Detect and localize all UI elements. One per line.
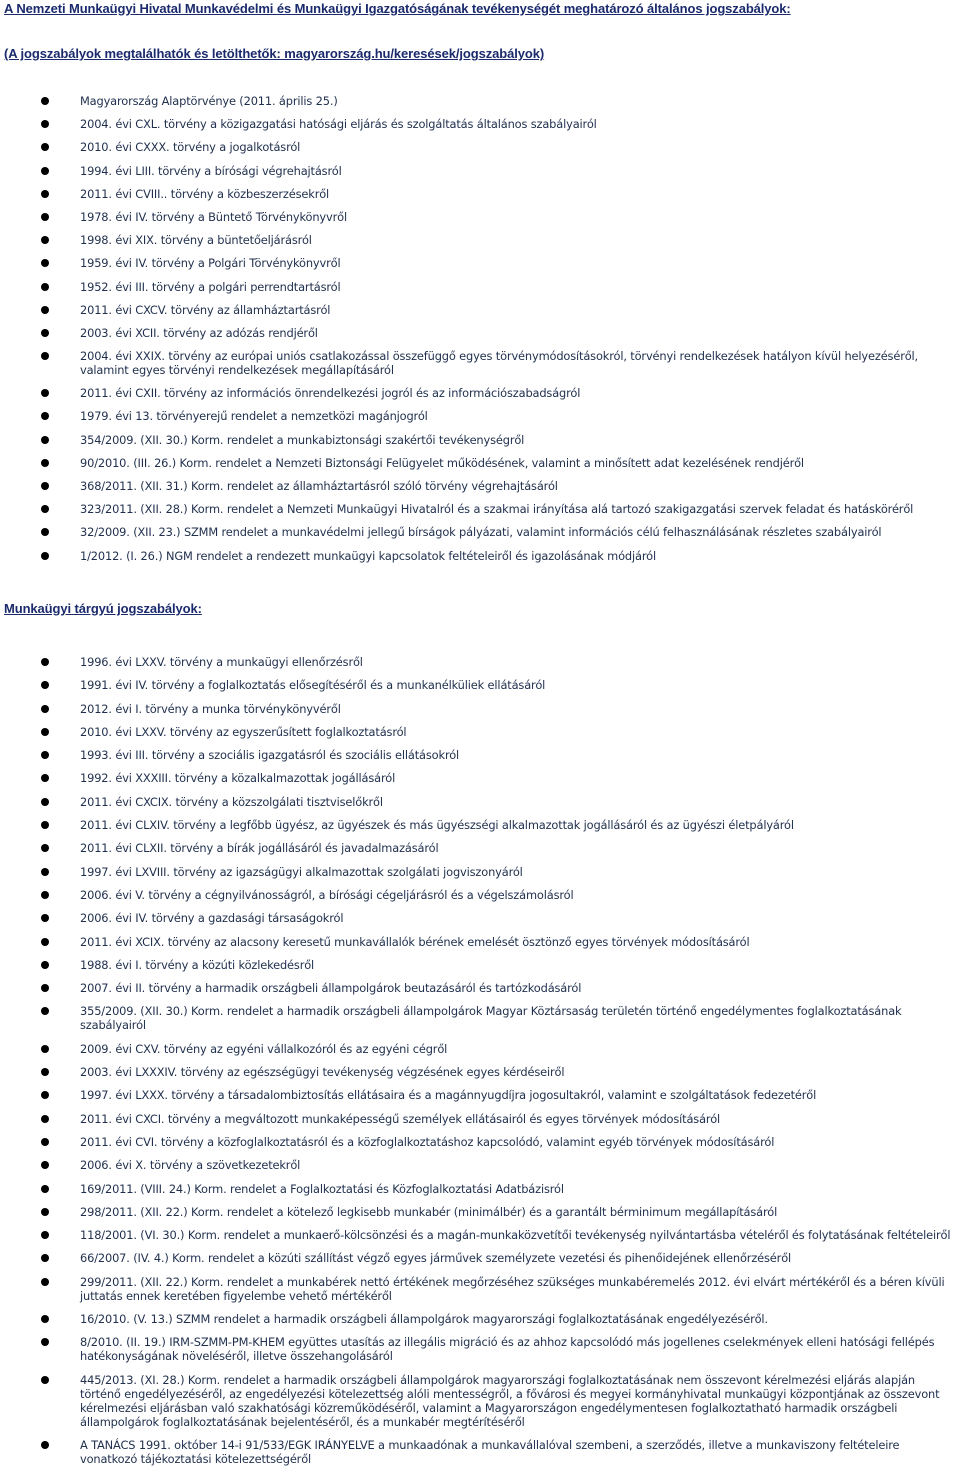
law-list-item [0, 233, 960, 247]
law-title: 1997. évi LXVIII. törvény az igazságügyi alkalmazottak szolgálati jogviszonyáról [80, 864, 523, 879]
law-title: 1998. évi XIX. törvény a büntetőeljárásról [80, 233, 312, 248]
law-list-item [0, 702, 960, 716]
bullet-icon [41, 1376, 49, 1384]
law-list-item [0, 433, 960, 447]
bullet-icon [41, 868, 49, 876]
bullet-icon [41, 306, 49, 314]
bullet-icon [41, 552, 49, 560]
law-title: 2012. évi I. törvény a munka törvénykönyvéről [80, 701, 341, 716]
law-list-item [0, 655, 960, 669]
law-list-item [0, 1312, 960, 1326]
law-list-item [0, 303, 960, 317]
bullet-icon [41, 259, 49, 267]
law-title: 2011. évi CLXIV. törvény a legfőbb ügyész, az ügyészek és más ügyészségi alkalmazottak jogállásáról és az ügyészi életpályáról [80, 818, 794, 833]
law-title: 1952. évi III. törvény a polgári perrendtartásról [80, 279, 341, 294]
law-list-item [0, 958, 960, 972]
bullet-icon [41, 236, 49, 244]
bullet-icon [41, 352, 49, 360]
law-list-item [0, 502, 960, 516]
law-title: 2004. évi XXIX. törvény az európai uniós csatlakozással összefüggő egyes törvénymódosításokról, törvényi rendelkezések hatályon kívül helyezéséről, valamint egyes törvényi rendelkezések megállapításáról [80, 349, 919, 378]
law-title: 90/2010. (III. 26.) Korm. rendelet a Nemzeti Biztonsági Felügyelet működésének, valamint a minősített adat kezelésének rendjéről [80, 455, 804, 470]
law-list-item [0, 140, 960, 154]
bullet-icon [41, 505, 49, 513]
law-title: 1978. évi IV. törvény a Büntető Törvénykönyvről [80, 209, 347, 224]
law-list-item [0, 841, 960, 855]
law-title: 2011. évi CLXII. törvény a bírák jogállásáról és javadalmazásáról [80, 841, 439, 856]
law-title: 368/2011. (XII. 31.) Korm. rendelet az államháztartásról szóló törvény végrehajtásáról [80, 479, 558, 493]
law-title: 1979. évi 13. törvényerejű rendelet a nemzetközi magánjogról [80, 409, 428, 424]
law-title: Magyarország Alaptörvénye (2011. április 25.) [80, 94, 338, 108]
bullet-icon [41, 482, 49, 490]
law-title: 1997. évi LXXX. törvény a társadalombiztosítás ellátásaira és a magánnyugdíjra jogosultakról, valamint e szolgáltatások fedezetéről [80, 1088, 817, 1103]
law-list-item [0, 549, 960, 563]
bullet-icon [41, 751, 49, 759]
bullet-icon [41, 681, 49, 689]
bullet-icon [41, 705, 49, 713]
law-list-item [0, 210, 960, 224]
law-list-item [0, 1228, 960, 1242]
law-title: 2011. évi CXCV. törvény az államháztartásról [80, 302, 331, 317]
bullet-icon [41, 436, 49, 444]
bullet-icon [41, 891, 49, 899]
bullet-icon [41, 844, 49, 852]
law-title: 355/2009. (XII. 30.) Korm. rendelet a harmadik országbeli állampolgárok Magyar Köztársaság területén történő engedélymentes foglalkoztatásának szabályairól [80, 1004, 902, 1033]
bullet-icon [41, 1091, 49, 1099]
law-list-item [0, 1065, 960, 1079]
law-list-item [0, 865, 960, 879]
bullet-icon [41, 213, 49, 221]
section-subtitle-source[interactable]: (A jogszabályok megtalálhatók és letölthetők: magyarország.hu/keresések/jogszabályok) [4, 46, 545, 61]
law-title: 8/2010. (II. 19.) IRM-SZMM-PM-KHEM együttes utasítás az illegális migráció és az ahhoz kapcsolódó más jogellenes cselekmények elleni hatósági fellépés hatékonyságának növeléséről, illetve összehangolásáról [80, 1335, 935, 1364]
law-list-item [0, 1275, 960, 1303]
law-title: A TANÁCS 1991. október 14-i 91/533/EGK IRÁNYELVE a munkaadónak a munkavállalóval szembeni, a szerződés, illetve a munkaviszony feltételeire vonatkozó tájékoztatási kötelezettségéről [80, 1437, 900, 1466]
law-list-item [0, 456, 960, 470]
bullet-icon [41, 120, 49, 128]
bullet-icon [41, 914, 49, 922]
bullet-icon [41, 412, 49, 420]
law-list-item [0, 386, 960, 400]
law-title: 2006. évi V. törvény a cégnyilvánosságról, a bírósági cégeljárásról és a végelszámolásról [80, 887, 574, 902]
law-title: 169/2011. (VIII. 24.) Korm. rendelet a Foglalkoztatási és Közfoglalkoztatási Adatbázisról [80, 1181, 564, 1196]
law-list-item [0, 818, 960, 832]
law-list-item [0, 409, 960, 423]
law-title: 1992. évi XXXIII. törvény a közalkalmazottak jogállásáról [80, 771, 396, 786]
bullet-icon [41, 459, 49, 467]
law-list-item [0, 1004, 960, 1032]
law-title: 2010. évi CXXX. törvény a jogalkotásról [80, 140, 301, 155]
bullet-icon [41, 143, 49, 151]
law-title: 1996. évi LXXV. törvény a munkaügyi ellenőrzésről [80, 655, 363, 669]
bullet-icon [41, 1254, 49, 1262]
bullet-icon [41, 1138, 49, 1146]
bullet-icon [41, 728, 49, 736]
law-title: 298/2011. (XII. 22.) Korm. rendelet a kötelező legkisebb munkabér (minimálbér) és a garantált bérminimum megállapításáról [80, 1204, 778, 1219]
bullet-icon [41, 528, 49, 536]
law-title: 1/2012. (I. 26.) NGM rendelet a rendezett munkaügyi kapcsolatok feltételeiről és igazolásának módjáról [80, 548, 656, 563]
law-title: 1991. évi IV. törvény a foglalkoztatás elősegítéséről és a munkanélküliek ellátásáról [80, 678, 546, 693]
law-title: 2003. évi XCII. törvény az adózás rendjéről [80, 325, 318, 340]
section-title-labour[interactable]: Munkaügyi tárgyú jogszabályok: [4, 601, 202, 616]
bullet-icon [41, 1338, 49, 1346]
law-list-item [0, 187, 960, 201]
law-list-item [0, 1251, 960, 1265]
bullet-icon [41, 938, 49, 946]
law-list-item [0, 1205, 960, 1219]
labour-laws-list [0, 655, 960, 1475]
law-list-item [0, 935, 960, 949]
law-title: 2007. évi II. törvény a harmadik országbeli állampolgárok beutazásáról és tartózkodásáról [80, 981, 582, 996]
bullet-icon [41, 1278, 49, 1286]
law-list-item [0, 1182, 960, 1196]
bullet-icon [41, 774, 49, 782]
bullet-icon [41, 798, 49, 806]
bullet-icon [41, 1115, 49, 1123]
law-list-item [0, 525, 960, 539]
law-list-item [0, 888, 960, 902]
law-list-item [0, 1158, 960, 1172]
bullet-icon [41, 1441, 49, 1449]
bullet-icon [41, 329, 49, 337]
law-list-item [0, 1438, 960, 1466]
law-title: 354/2009. (XII. 30.) Korm. rendelet a munkabiztonsági szakértői tevékenységről [80, 432, 525, 447]
law-title: 1993. évi III. törvény a szociális igazgatásról és szociális ellátásokról [80, 748, 460, 763]
law-title: 2011. évi CVI. törvény a közfoglalkoztatásról és a közfoglalkoztatáshoz kapcsolódó, valamint egyéb törvények módosításáról [80, 1134, 775, 1149]
bullet-icon [41, 1007, 49, 1015]
law-list-item [0, 748, 960, 762]
law-title: 1959. évi IV. törvény a Polgári Törvénykönyvről [80, 256, 341, 271]
bullet-icon [41, 1068, 49, 1076]
law-title: 16/2010. (V. 13.) SZMM rendelet a harmadik országbeli állampolgárok magyarországi foglalkoztatásának engedélyezéséről. [80, 1312, 768, 1327]
bullet-icon [41, 1208, 49, 1216]
bullet-icon [41, 97, 49, 105]
law-list-item [0, 164, 960, 178]
general-laws-list [0, 94, 960, 572]
law-title: 32/2009. (XII. 23.) SZMM rendelet a munkavédelmi jellegű bírságok pályázati, valamint információs célú felhasználásának részletes szabályairól [80, 525, 882, 540]
bullet-icon [41, 821, 49, 829]
law-list-item [0, 981, 960, 995]
law-title: 2006. évi X. törvény a szövetkezetekről [80, 1158, 301, 1173]
law-title: 2011. évi CXCIX. törvény a közszolgálati tisztviselőkről [80, 794, 383, 809]
law-list-item [0, 678, 960, 692]
bullet-icon [41, 984, 49, 992]
bullet-icon [41, 1161, 49, 1169]
law-list-item [0, 256, 960, 270]
bullet-icon [41, 389, 49, 397]
bullet-icon [41, 190, 49, 198]
law-list-item [0, 1088, 960, 1102]
law-list-item [0, 280, 960, 294]
section-title-general[interactable]: A Nemzeti Munkaügyi Hivatal Munkavédelmi és Munkaügyi Igazgatóságának tevékenységét meghatározó általános jogszabályok: [4, 1, 791, 16]
law-title: 2010. évi LXXV. törvény az egyszerűsített foglalkoztatásról [80, 724, 407, 739]
law-list-item [0, 349, 960, 377]
bullet-icon [41, 283, 49, 291]
law-title: 1988. évi I. törvény a közúti közlekedésről [80, 957, 315, 972]
bullet-icon [41, 961, 49, 969]
law-list-item [0, 117, 960, 131]
bullet-icon [41, 1185, 49, 1193]
law-title: 445/2013. (XI. 28.) Korm. rendelet a harmadik országbeli állampolgárok magyarországi foglalkoztatásának nem összevont kérelmezési eljárás alapján történő engedélyezéséről, az engedélyezési kötelezettség alóli mentességről, a fővárosi és megyei kormányhivatal munkaügyi központjának az összevont kérelmezési eljárásban való szakhatósági közreműködéséről, valamint a Magyarországon engedélymentesen foglalkoztatható harmadik országbeli állampolgárok foglalkoztatásának bejelentéséről, és a munkabér megtérítéséről [80, 1372, 940, 1429]
law-title: 323/2011. (XII. 28.) Korm. rendelet a Nemzeti Munkaügyi Hivatalról és a szakmai irányítása alá tartozó szakigazgatási szervek feladat és hatásköréről [80, 502, 914, 517]
bullet-icon [41, 1315, 49, 1323]
law-list-item [0, 326, 960, 340]
law-list-item [0, 911, 960, 925]
law-title: 2004. évi CXL. törvény a közigazgatási hatósági eljárás és szolgáltatás általános szabályairól [80, 117, 597, 132]
bullet-icon [41, 167, 49, 175]
law-list-item [0, 771, 960, 785]
law-title: 2011. évi XCIX. törvény az alacsony keresetű munkavállalók bérének emelését ösztönző egyes törvények módosításáról [80, 934, 750, 949]
law-title: 1994. évi LIII. törvény a bírósági végrehajtásról [80, 163, 342, 178]
law-title: 2011. évi CVIII.. törvény a közbeszerzésekről [80, 186, 330, 201]
law-title: 118/2001. (VI. 30.) Korm. rendelet a munkaerő-kölcsönzési és a magán-munkaközvetítői tevékenység nyilvántartásba vételéről és folytatásának feltételeiről [80, 1228, 951, 1243]
law-title: 2003. évi LXXXIV. törvény az egészségügyi tevékenység végzésének egyes kérdéseiről [80, 1065, 565, 1080]
law-list-item [0, 795, 960, 809]
law-list-item [0, 1135, 960, 1149]
law-list-item [0, 1042, 960, 1056]
law-list-item [0, 1335, 960, 1363]
law-list-item [0, 479, 960, 493]
law-list-item [0, 94, 960, 108]
law-title: 2006. évi IV. törvény a gazdasági társaságokról [80, 911, 344, 926]
bullet-icon [41, 1045, 49, 1053]
law-title: 2011. évi CXII. törvény az információs önrendelkezési jogról és az információszabadságról [80, 386, 581, 401]
law-list-item [0, 1373, 960, 1429]
law-title: 299/2011. (XII. 22.) Korm. rendelet a munkabérek nettó értékének megőrzéséhez szükséges munkabéremelés 2012. évi elvárt mértékéről és a béren kívüli juttatás ennek keretében figyelembe vehető mértékéről [80, 1274, 945, 1303]
law-list-item [0, 1112, 960, 1126]
law-title: 2009. évi CXV. törvény az egyéni vállalkozóról és az egyéni cégről [80, 1041, 448, 1056]
law-title: 66/2007. (IV. 4.) Korm. rendelet a közúti szállítást végző egyes járművek személyzete vezetési és pihenőidejének ellenőrzéséről [80, 1251, 792, 1266]
law-list-item [0, 725, 960, 739]
bullet-icon [41, 1231, 49, 1239]
bullet-icon [41, 658, 49, 666]
law-title: 2011. évi CXCI. törvény a megváltozott munkaképességű személyek ellátásairól és egyes törvények módosításáról [80, 1111, 721, 1126]
